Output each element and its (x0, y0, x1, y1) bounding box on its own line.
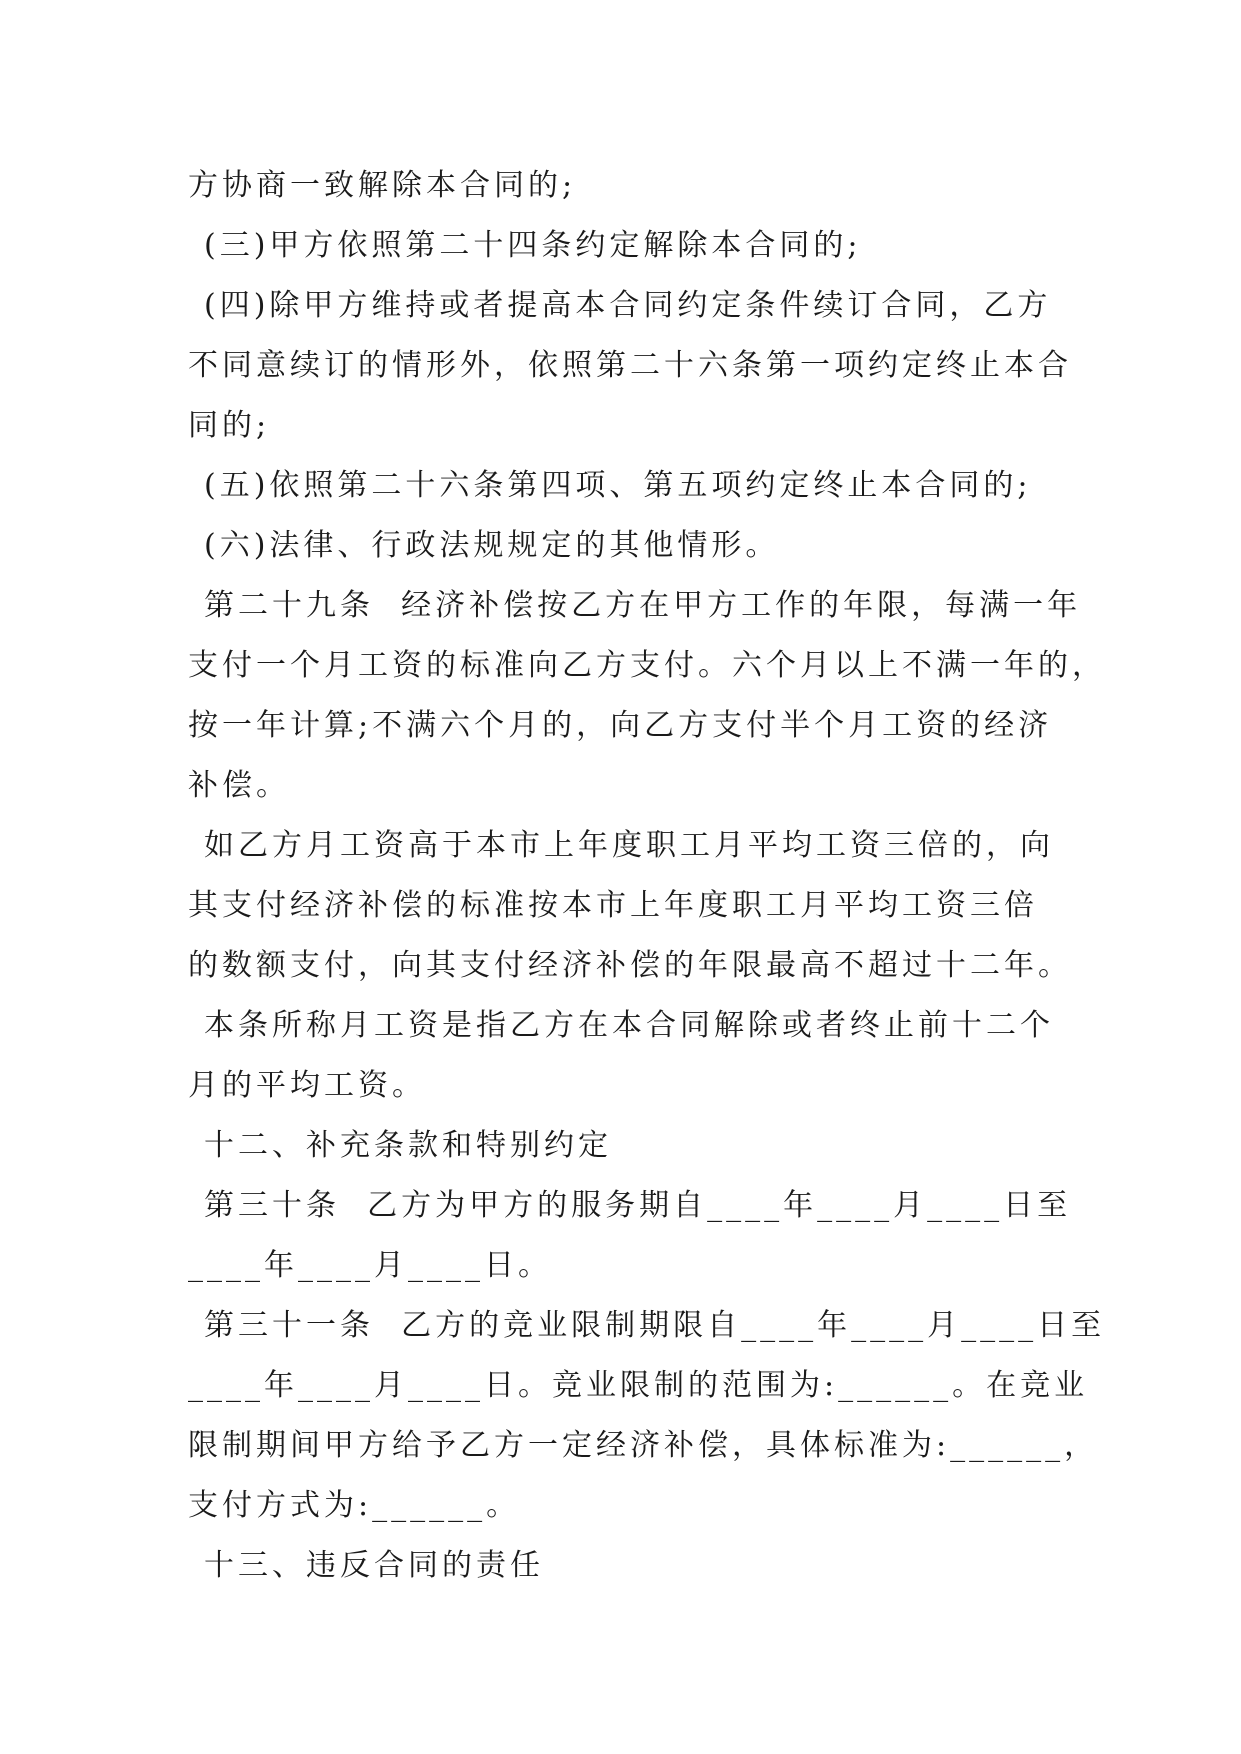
text-line: (五)依照第二十六条第四项、第五项约定终止本合同的; (204, 468, 1032, 503)
text-line: 支付方式为:______。 (188, 1488, 521, 1523)
text-line: 如乙方月工资高于本市上年度职工月平均工资三倍的，向 (204, 828, 1054, 863)
text-line: 补偿。 (188, 768, 290, 803)
text-line: 月的平均工资。 (188, 1068, 426, 1103)
text-line: ____年____月____日。 (188, 1248, 552, 1283)
text-line: (六)法律、行政法规规定的其他情形。 (204, 528, 780, 563)
text-line: 本条所称月工资是指乙方在本合同解除或者终止前十二个 (204, 1008, 1054, 1043)
text-line: (三)甲方依照第二十四条约定解除本合同的; (204, 228, 862, 263)
text-line: (四)除甲方维持或者提高本合同约定条件续订合同，乙方 (204, 288, 1052, 323)
article-30-heading-line: 第三十条 乙方为甲方的服务期自____年____月____日至 (204, 1188, 1072, 1223)
document-body (188, 156, 1106, 1596)
article-29-heading-line: 第二十九条 经济补偿按乙方在甲方工作的年限，每满一年 (204, 588, 1082, 623)
text-line: 不同意续订的情形外，依照第二十六条第一项约定终止本合 (188, 348, 1072, 383)
article-31-heading-line: 第三十一条 乙方的竞业限制期限自____年____月____日至 (204, 1308, 1106, 1343)
text-line: 支付一个月工资的标准向乙方支付。六个月以上不满一年的， (188, 648, 1106, 683)
text-line: 的数额支付，向其支付经济补偿的年限最高不超过十二年。 (188, 948, 1072, 983)
text-line: 方协商一致解除本合同的; (188, 168, 577, 203)
section-12-heading: 十二、补充条款和特别约定 (204, 1128, 612, 1163)
text-line: 按一年计算;不满六个月的，向乙方支付半个月工资的经济 (188, 708, 1053, 743)
text-line: 其支付经济补偿的标准按本市上年度职工月平均工资三倍 (188, 888, 1038, 923)
text-line: 限制期间甲方给予乙方一定经济补偿，具体标准为:______， (188, 1428, 1099, 1463)
text-line: 同的; (188, 408, 271, 443)
section-13-heading: 十三、违反合同的责任 (204, 1548, 544, 1583)
text-line: ____年____月____日。竞业限制的范围为:______。在竞业 (188, 1368, 1089, 1403)
